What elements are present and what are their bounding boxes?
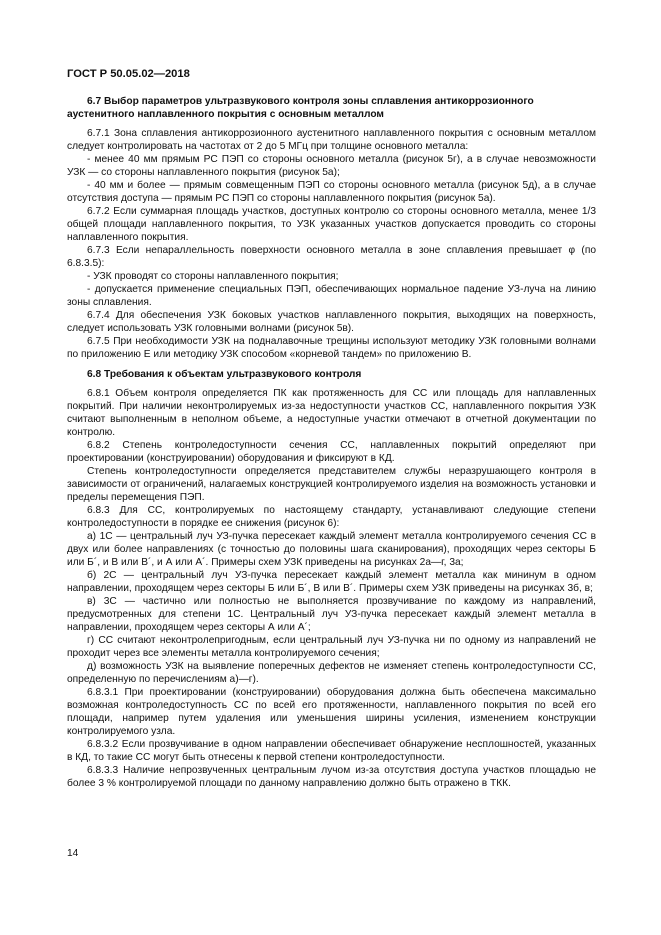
paragraph: 6.8.3.3 Наличие непрозвученных центральным лучом из-за отсутствия доступа участков площадью не более 3 % контролируемой площади по данному направлению должно быть отражено в ТКК.: [67, 765, 596, 789]
page-number: 14: [67, 848, 79, 859]
list-item: - 40 мм и более — прямым совмещенным ПЭП со стороны основного металла (рисунок 5д), а в случае отсутствия доступа — прямым РС ПЭП со стороны наплавленного покрытия (рисунок 5а).: [67, 180, 596, 204]
paragraph: 6.7.4 Для обеспечения УЗК боковых участков наплавленного покрытия, выходящих на поверхность, следует использовать УЗК головными волнами (рисунок 5в).: [67, 310, 596, 334]
paragraph: 6.7.5 При необходимости УЗК на подналавочные трещины используют методику УЗК головными волнами по приложению Е или методику УЗК способом «корневой тандем» по приложению В.: [67, 336, 596, 360]
paragraph: 6.8.3.1 При проектировании (конструировании) оборудования должна быть обеспечена максимально возможная контроледоступность СС по всей его протяженности, наплавленного покрытия по всей его площади, например путем удаления или уменьшения ширины усиления, изменением конструкции контролируемого узла.: [67, 687, 596, 737]
paragraph: 6.8.2 Степень контроледоступности сечения СС, наплавленных покрытий определяют при проектировании (конструировании) оборудования и фиксируют в КД.: [67, 440, 596, 464]
paragraph: 6.7.2 Если суммарная площадь участков, доступных контролю со стороны основного металла, менее 1/3 общей площади наплавленного покрытия, то УЗК указанных участков допускается проводить со стороны наплавленного покрытия.: [67, 206, 596, 243]
section-title: [67, 95, 596, 121]
paragraph: 6.8.3.2 Если прозвучивание в одном направлении обеспечивает обнаружение несплошностей, указанных в КД, то такие СС могут быть отнесены к первой степени контроледоступности.: [67, 739, 596, 763]
list-item: в) 3С — частично или полностью не выполняется прозвучивание по каждому из направлений, предусмотренных для степени 1С. Центральный луч УЗ-пучка пересекает каждый элемент металла в направлении, проходящем через секторы А или А´;: [67, 596, 596, 633]
list-item: д) возможность УЗК на выявление поперечных дефектов не изменяет степень контроледоступности СС, определенную по перечислениям а)—г).: [67, 661, 596, 685]
paragraph: 6.7.3 Если непараллельность поверхности основного металла в зоне сплавления превышает φ (по 6.8.3.5):: [67, 245, 596, 269]
list-item: - допускается применение специальных ПЭП, обеспечивающих нормальное падение УЗ-луча на линию зоны сплавления.: [67, 284, 596, 308]
paragraph: Степень контроледоступности определяется представителем службы неразрушающего контроля в зависимости от ограничений, налагаемых конструкцией контролируемого изделия на возможность установки и пределы перемещения ПЭП.: [67, 466, 596, 503]
section-title-line: 6.8 Требования к объектам ультразвукового контроля: [87, 369, 362, 380]
section-6-7: [67, 95, 596, 790]
list-item: - УЗК проводят со стороны наплавленного покрытия;: [87, 271, 339, 282]
list-item: а) 1С — центральный луч УЗ-пучка пересекает каждый элемент металла контролируемого сечения СС в двух или более направлениях (с точностью до половины шага сканирования), проходящих через секторы Б или Б´, и В или В´, и А или А´. Примеры схем УЗК приведены на рисунках 2а—г, 3а;: [67, 531, 596, 568]
list-item: г) СС считают неконтролепригодным, если центральный луч УЗ-пучка ни по одному из направлений не проходит через все элементы металла контролируемого сечения;: [67, 635, 596, 659]
list-item: - менее 40 мм прямым РС ПЭП со стороны основного металла (рисунок 5г), а в случае невозможности УЗК — со стороны наплавленного покрытия (рисунок 5а);: [67, 154, 596, 178]
paragraph: 6.8.3 Для СС, контролируемых по настоящему стандарту, устанавливают следующие степени контроледоступности в порядке ее снижения (рисунок 6):: [67, 505, 596, 529]
section-title-line: аустенитного наплавленного покрытия с основным металлом: [67, 109, 384, 120]
list-item: б) 2С — центральный луч УЗ-пучка пересекает каждый элемент металла как мининум в одном направлении, проходящем через секторы Б или Б´, В или В´. Примеры схем УЗК приведены на рисунках 3б, в;: [67, 570, 596, 594]
document-header: ГОСТ Р 50.05.02—2018: [67, 68, 190, 80]
section-title-line: 6.7 Выбор параметров ультразвукового контроля зоны сплавления антикоррозионного: [87, 96, 534, 107]
paragraph: 6.8.1 Объем контроля определяется ПК как протяженность для СС или площадь для наплавленных покрытий. При наличии неконтролируемых из-за недоступности участков СС, наплавленного покрытия УЗК считают выполненным в неполном объеме, а недоступные участки отмечают в отчетной документации по контролю.: [67, 388, 596, 438]
paragraph: 6.7.1 Зона сплавления антикоррозионного аустенитного наплавленного покрытия с основным металлом следует контролировать на частотах от 2 до 5 МГц при толщине основного металла:: [67, 128, 596, 152]
section-title: [67, 368, 596, 381]
